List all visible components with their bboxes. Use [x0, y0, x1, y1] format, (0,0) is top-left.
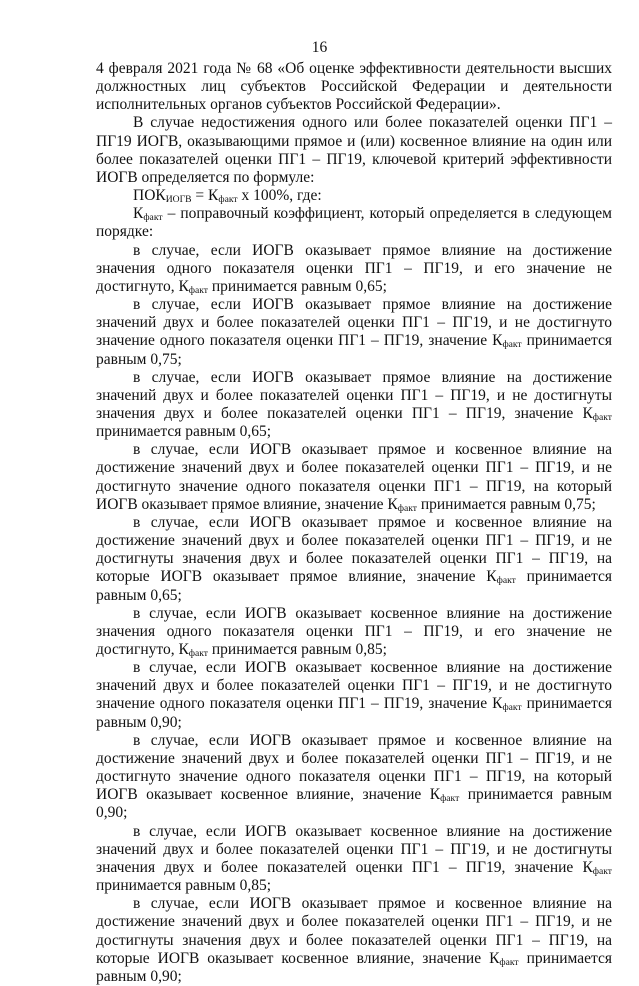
text-segment: принимается равным 0,90; — [96, 695, 612, 731]
paragraph-case — [96, 732, 612, 823]
paragraph-case — [96, 242, 612, 296]
text-segment: в случае, если ИОГВ оказывает косвенное влияние на достижение значений двух и более показателей оценки ПГ1 – ПГ19, и не достигнуто значение одного показателя оценки ПГ1 – ПГ19, значение К — [96, 659, 612, 713]
text-segment: в случае, если ИОГВ оказывает прямое и косвенное влияние на достижение значений двух и более показателей оценки ПГ1 – ПГ19, и не достигнуто значение одного показателя оценки ПГ1 – ПГ19, на который ИОГВ оказывает косвенное влияние, значение К — [96, 731, 612, 804]
paragraph-case — [96, 895, 612, 986]
document-body — [96, 60, 612, 986]
text-segment: в случае, если ИОГВ оказывает косвенное влияние на достижение значения одного показателя оценки ПГ1 – ПГ19, и его значение не достигнуто, К — [96, 604, 612, 658]
paragraph-case — [96, 514, 612, 605]
paragraph-continuation: 4 февраля 2021 года № 68 «Об оценке эффективности деятельности высших должностных лиц субъектов Российской Федерации и деятельности исполнительных органов субъектов Российской Федерации». — [96, 60, 612, 114]
paragraph-intro: В случае недостижения одного или более показателей оценки ПГ1 – ПГ19 ИОГВ, оказывающими прямое и (или) косвенное влияние на один или более показателей оценки ПГ1 – ПГ19, ключевой критерий эффективности ИОГВ определяется по формуле: — [96, 114, 612, 186]
formula-rhs: х 100%, где: — [237, 187, 322, 205]
text-segment: принимается равным 0,90; — [96, 949, 612, 985]
paragraph-case — [96, 296, 612, 369]
text-segment: принимается равным 0,65; — [96, 423, 272, 441]
text-segment: в случае, если ИОГВ оказывает прямое влияние на достижение значений двух и более показателей оценки ПГ1 – ПГ19, и не достигнуты значения двух и более показателей оценки ПГ1 – ПГ19, значение К — [96, 368, 612, 422]
text-segment: К — [133, 205, 144, 223]
text-segment: в случае, если ИОГВ оказывает прямое и косвенное влияние на достижение значений двух и более показателей оценки ПГ1 – ПГ19, и не достигнуто значение одного показателя оценки ПГ1 – ПГ19, на который ИОГВ оказывает прямое влияние, значение К — [96, 441, 612, 513]
coefficient-subscript: факт — [496, 575, 516, 587]
coefficient-subscript: факт — [502, 339, 522, 351]
coefficient-subscript: факт — [502, 702, 522, 714]
paragraph-case — [96, 605, 612, 659]
coefficient-subscript: факт — [143, 212, 163, 224]
coefficient-subscript: факт — [188, 284, 208, 296]
coefficient-subscript: факт — [592, 865, 612, 877]
text-segment: в случае, если ИОГВ оказывает прямое влияние на достижение значений двух и более показателей оценки ПГ1 – ПГ19, и не достигнуто значение одного показателя оценки ПГ1 – ПГ19, значение К — [96, 296, 612, 350]
paragraph-case — [96, 659, 612, 732]
formula-lhs-subscript: ИОГВ — [165, 194, 192, 206]
text-segment: – поправочный коэффициент, который определяется в следующем порядке: — [96, 205, 612, 241]
paragraph-coefficient-definition — [96, 205, 612, 241]
coefficient-subscript: факт — [592, 412, 612, 424]
text-segment: принимается равным 0,85; — [96, 877, 272, 895]
formula-lhs: ПОК — [133, 187, 166, 205]
text-segment: принимается равным 0,85; — [207, 641, 387, 658]
formula-line — [96, 187, 612, 205]
text-segment: принимается равным 0,75; — [416, 495, 596, 513]
paragraph-case — [96, 823, 612, 896]
coefficient-subscript: факт — [397, 502, 417, 514]
coefficient-subscript: факт — [188, 648, 208, 660]
coefficient-subscript: факт — [499, 956, 519, 968]
paragraph-case — [96, 441, 612, 514]
text-segment: принимается равным 0,65; — [207, 277, 387, 295]
text-segment: в случае, если ИОГВ оказывает прямое и косвенное влияние на достижение значений двух и более показателей оценки ПГ1 – ПГ19, и не достигнуты значения двух и более показателей оценки ПГ1 – ПГ19, на которые ИОГВ оказывает прямое влияние, значение К — [96, 513, 612, 586]
text-segment: в случае, если ИОГВ оказывает прямое влияние на достижение значения одного показателя оценки ПГ1 – ПГ19, и его значение не достигнуто, К — [96, 241, 612, 295]
coefficient-subscript: факт — [440, 793, 460, 805]
page-number: 16 — [311, 39, 328, 56]
text-segment: принимается равным 0,90; — [96, 786, 612, 822]
formula-equals: = К — [191, 187, 219, 205]
text-segment: принимается равным 0,65; — [96, 568, 612, 604]
text-segment: принимается равным 0,75; — [96, 332, 612, 368]
paragraph-case — [96, 369, 612, 442]
formula-coefficient-subscript: факт — [218, 194, 238, 206]
text-segment: в случае, если ИОГВ оказывает прямое и косвенное влияние на достижение значений двух и более показателей оценки ПГ1 – ПГ19, и не достигнуты значения двух и более показателей оценки ПГ1 – ПГ19, на которые ИОГВ оказывает косвенное влияние, значение К — [96, 895, 612, 967]
text-segment: в случае, если ИОГВ оказывает косвенное влияние на достижение значений двух и более показателей оценки ПГ1 – ПГ19, и не достигнуты значения двух и более показателей оценки ПГ1 – ПГ19, значение К — [96, 822, 612, 876]
